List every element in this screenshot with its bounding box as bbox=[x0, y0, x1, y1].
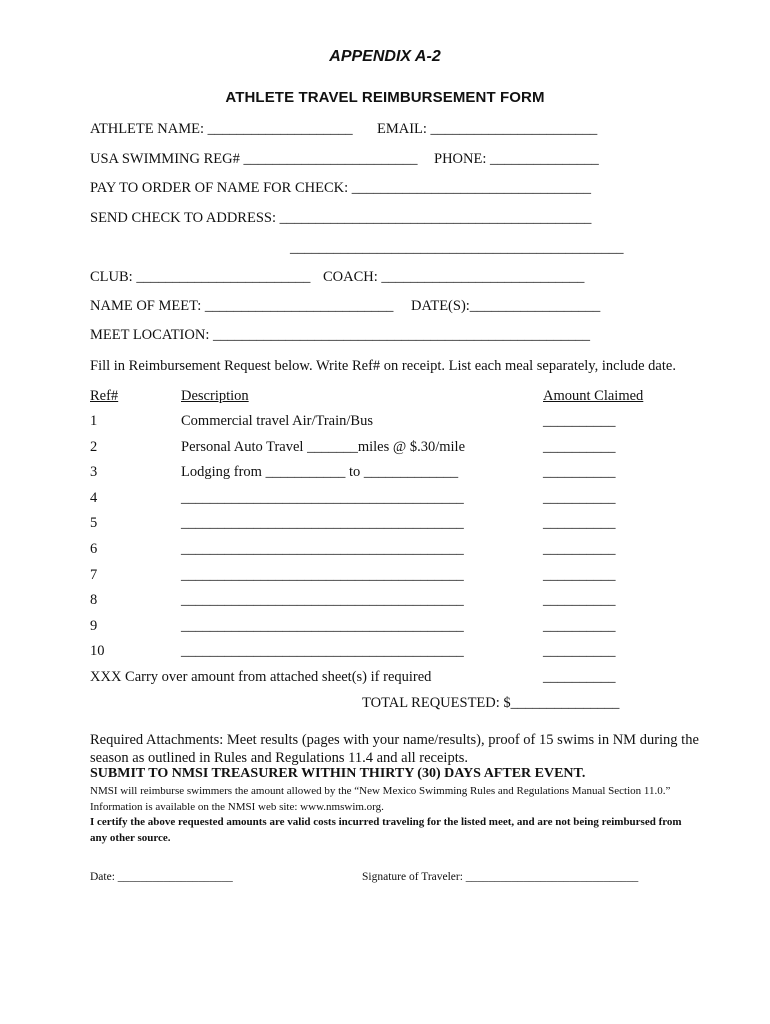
row-amount-field[interactable]: __________ bbox=[543, 541, 616, 557]
date-signature-field[interactable]: Date: ____________________ bbox=[90, 871, 233, 883]
submit-deadline-text: SUBMIT TO NMSI TREASURER WITHIN THIRTY (30) DAYS AFTER EVENT. bbox=[90, 766, 586, 781]
row-amount-field[interactable]: __________ bbox=[543, 643, 616, 659]
address-line-2-field[interactable]: ______________________________________________ bbox=[290, 240, 624, 256]
row-description-field[interactable]: _______________________________________ bbox=[181, 567, 464, 583]
phone-field[interactable]: PHONE: _______________ bbox=[434, 151, 599, 167]
amount-column-header: Amount Claimed bbox=[543, 388, 644, 404]
row-ref: 10 bbox=[90, 643, 105, 659]
appendix-label: APPENDIX A-2 bbox=[329, 48, 441, 65]
pay-to-field[interactable]: PAY TO ORDER OF NAME FOR CHECK: _________________________________ bbox=[90, 180, 591, 196]
meet-dates-field[interactable]: DATE(S):__________________ bbox=[411, 298, 601, 314]
row-ref: 7 bbox=[90, 567, 98, 583]
row-ref: 8 bbox=[90, 592, 98, 608]
row-description-field[interactable]: _______________________________________ bbox=[181, 541, 464, 557]
row-description-field[interactable]: _______________________________________ bbox=[181, 618, 464, 634]
ref-column-header: Ref# bbox=[90, 388, 119, 404]
row-description-field[interactable]: _______________________________________ bbox=[181, 592, 464, 608]
total-requested-field[interactable]: TOTAL REQUESTED: $_______________ bbox=[362, 695, 620, 711]
row-amount-field[interactable]: __________ bbox=[543, 618, 616, 634]
form-title: ATHLETE TRAVEL REIMBURSEMENT FORM bbox=[225, 89, 545, 106]
row-amount-field[interactable]: __________ bbox=[543, 567, 616, 583]
email-field[interactable]: EMAIL: _______________________ bbox=[377, 121, 598, 137]
required-attachments-text: Required Attachments: Meet results (pages with your name/results), proof of 15 swims in NM during the season as outlined in Rules and Regulations 11.4 and all receipts. bbox=[90, 732, 699, 766]
coach-field[interactable]: COACH: ____________________________ bbox=[323, 269, 585, 285]
row-amount-field[interactable]: __________ bbox=[543, 439, 616, 455]
row-ref: 9 bbox=[90, 618, 98, 634]
row-amount-field[interactable]: __________ bbox=[543, 592, 616, 608]
row-amount-field[interactable]: __________ bbox=[543, 464, 616, 480]
row-description-field[interactable]: _______________________________________ bbox=[181, 515, 464, 531]
row-description-field[interactable]: _______________________________________ bbox=[181, 490, 464, 506]
nmsi-reimbursement-note: NMSI will reimburse swimmers the amount allowed by the “New Mexico Swimming Rules and Regulations Manual Section 11.0.” Information is available on the NMSI web site: www.nmswim.org. bbox=[90, 785, 671, 813]
carry-over-label: XXX Carry over amount from attached sheet(s) if required bbox=[90, 669, 432, 685]
traveler-signature-field[interactable]: Signature of Traveler: ______________________________ bbox=[362, 871, 639, 883]
usa-swimming-reg-field[interactable]: USA SWIMMING REG# ________________________ bbox=[90, 151, 418, 167]
description-column-header: Description bbox=[181, 388, 249, 404]
athlete-name-field[interactable]: ATHLETE NAME: ____________________ bbox=[90, 121, 353, 137]
instructions-text: Fill in Reimbursement Request below. Write Ref# on receipt. List each meal separately, include date. bbox=[90, 358, 676, 374]
club-field[interactable]: CLUB: ________________________ bbox=[90, 269, 311, 285]
row-description: Lodging from ___________ to _____________ bbox=[181, 464, 459, 480]
row-amount-field[interactable]: __________ bbox=[543, 515, 616, 531]
row-amount-field[interactable]: __________ bbox=[543, 413, 616, 429]
row-ref: 4 bbox=[90, 490, 98, 506]
carry-over-amount-field[interactable]: __________ bbox=[543, 669, 616, 685]
row-ref: 6 bbox=[90, 541, 98, 557]
certification-statement: I certify the above requested amounts are valid costs incurred traveling for the listed meet, and are not being reimbursed from any other source. bbox=[90, 816, 682, 844]
row-description-field[interactable]: _______________________________________ bbox=[181, 643, 464, 659]
meet-location-field[interactable]: MEET LOCATION: ____________________________________________________ bbox=[90, 327, 590, 343]
row-ref: 1 bbox=[90, 413, 98, 429]
meet-name-field[interactable]: NAME OF MEET: __________________________ bbox=[90, 298, 394, 314]
row-description: Personal Auto Travel _______miles @ $.30/mile bbox=[181, 439, 466, 455]
row-ref: 5 bbox=[90, 515, 98, 531]
row-ref: 3 bbox=[90, 464, 98, 480]
row-amount-field[interactable]: __________ bbox=[543, 490, 616, 506]
row-description: Commercial travel Air/Train/Bus bbox=[181, 413, 373, 429]
row-ref: 2 bbox=[90, 439, 98, 455]
send-check-address-field[interactable]: SEND CHECK TO ADDRESS: ___________________________________________ bbox=[90, 210, 592, 226]
